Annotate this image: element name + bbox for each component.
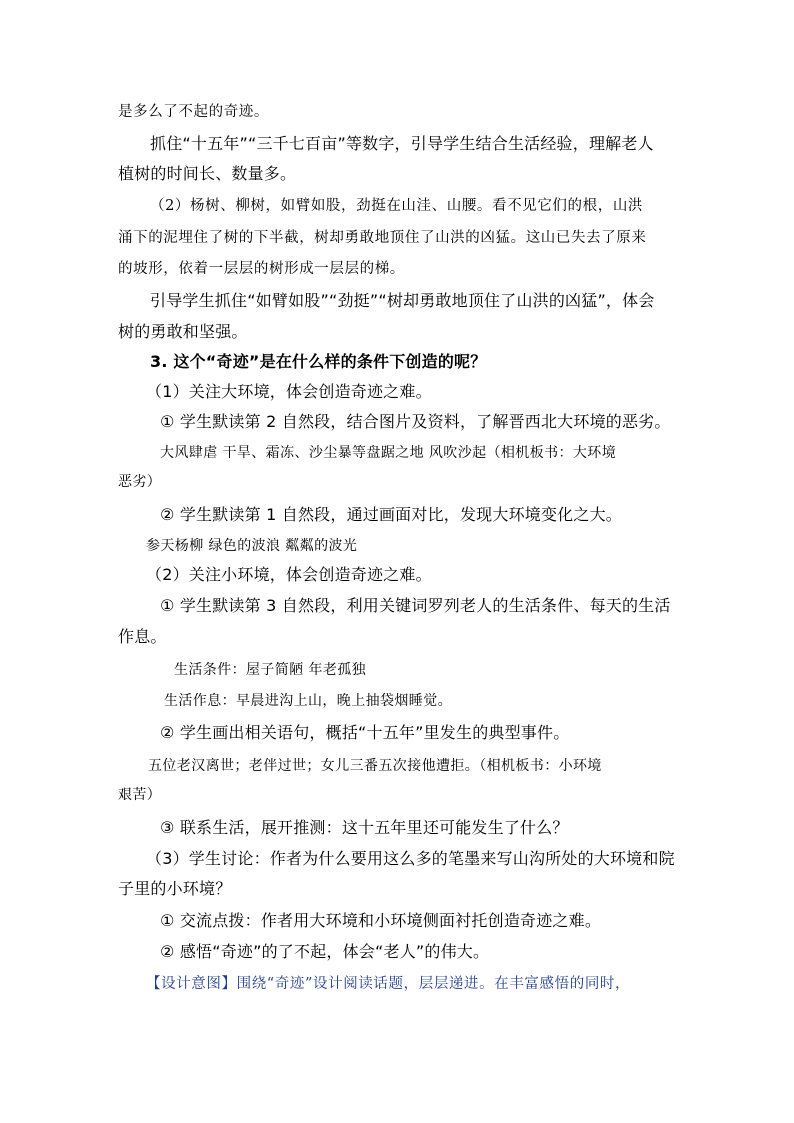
step-line: 作息。 [118, 627, 167, 646]
step-line: ① 学生默读第 3 自然段，利用关键词罗列老人的生活条件、每天的生活 [160, 596, 671, 615]
paragraph-line: 植树的时间长、数量多。 [118, 164, 297, 183]
subsection-heading: （1）关注大环境，体会创造奇迹之难。 [146, 382, 432, 401]
keyword-line: 恶劣） [118, 474, 162, 490]
keyword-line: 生活作息：早晨进沟上山，晚上抽袋烟睡觉。 [164, 693, 452, 709]
step-line: ② 学生默读第 1 自然段，通过画面对比，发现大环境变化之大。 [160, 505, 622, 524]
section-heading: 3. 这个“奇迹”是在什么样的条件下创造的呢？ [150, 352, 487, 371]
quoted-text-line: （2）杨树、柳树，如臂如股，劲挺在山洼、山腰。看不见它们的根，山洪 [150, 198, 644, 214]
paragraph-line: 抓住“十五年”“三千七百亩”等数字，引导学生结合生活经验，理解老人 [150, 134, 654, 153]
step-line: ② 学生画出相关语句，概括“十五年”里发生的典型事件。 [160, 723, 570, 742]
step-line: ① 交流点拨：作者用大环境和小环境侧面衬托创造奇迹之难。 [160, 911, 602, 930]
subsection-heading: 子里的小环境？ [118, 879, 232, 898]
quoted-text-line: 的坡形，依着一层层的树形成一层层的梯。 [118, 261, 405, 277]
paragraph-line: 是多么了不起的奇迹。 [118, 104, 269, 120]
paragraph-line: 引导学生抓住“如臂如股”“劲挺”“树却勇敢地顶住了山洪的凶猛”，体会 [150, 291, 655, 310]
keyword-line: 大风肆虐 干旱、霜冻、沙尘暴等盘踞之地 风吹沙起（相机板书：大环境 [160, 445, 617, 461]
keyword-line: 生活条件：屋子简陋 年老孤独 [174, 662, 367, 678]
quoted-text-line: 涌下的泥埋住了树的下半截，树却勇敢地顶住了山洪的凶猛。这山已失去了原来 [118, 230, 647, 246]
paragraph-line: 树的勇敢和坚强。 [118, 322, 248, 341]
step-line: ③ 联系生活，展开推测：这十五年里还可能发生了什么？ [160, 818, 569, 837]
keyword-line: 艰苦） [118, 787, 162, 803]
step-line: ① 学生默读第 2 自然段，结合图片及资料，了解晋西北大环境的恶劣。 [160, 412, 671, 431]
subsection-heading: （3）学生讨论：作者为什么要用这么多的笔墨来写山沟所处的大环境和院 [146, 849, 675, 868]
subsection-heading: （2）关注小环境，体会创造奇迹之难。 [146, 565, 432, 584]
design-intent-line: 【设计意图】围绕“奇迹”设计阅读话题，层层递进。在丰富感悟的同时， [146, 976, 631, 992]
keyword-line: 五位老汉离世；老伴过世；女儿三番五次接他遭拒。（相机板书：小环境 [148, 758, 602, 774]
keyword-line: 参天杨柳 绿色的波浪 粼粼的波光 [146, 538, 358, 554]
step-line: ② 感悟“奇迹”的了不起，体会“老人”的伟大。 [160, 942, 490, 961]
